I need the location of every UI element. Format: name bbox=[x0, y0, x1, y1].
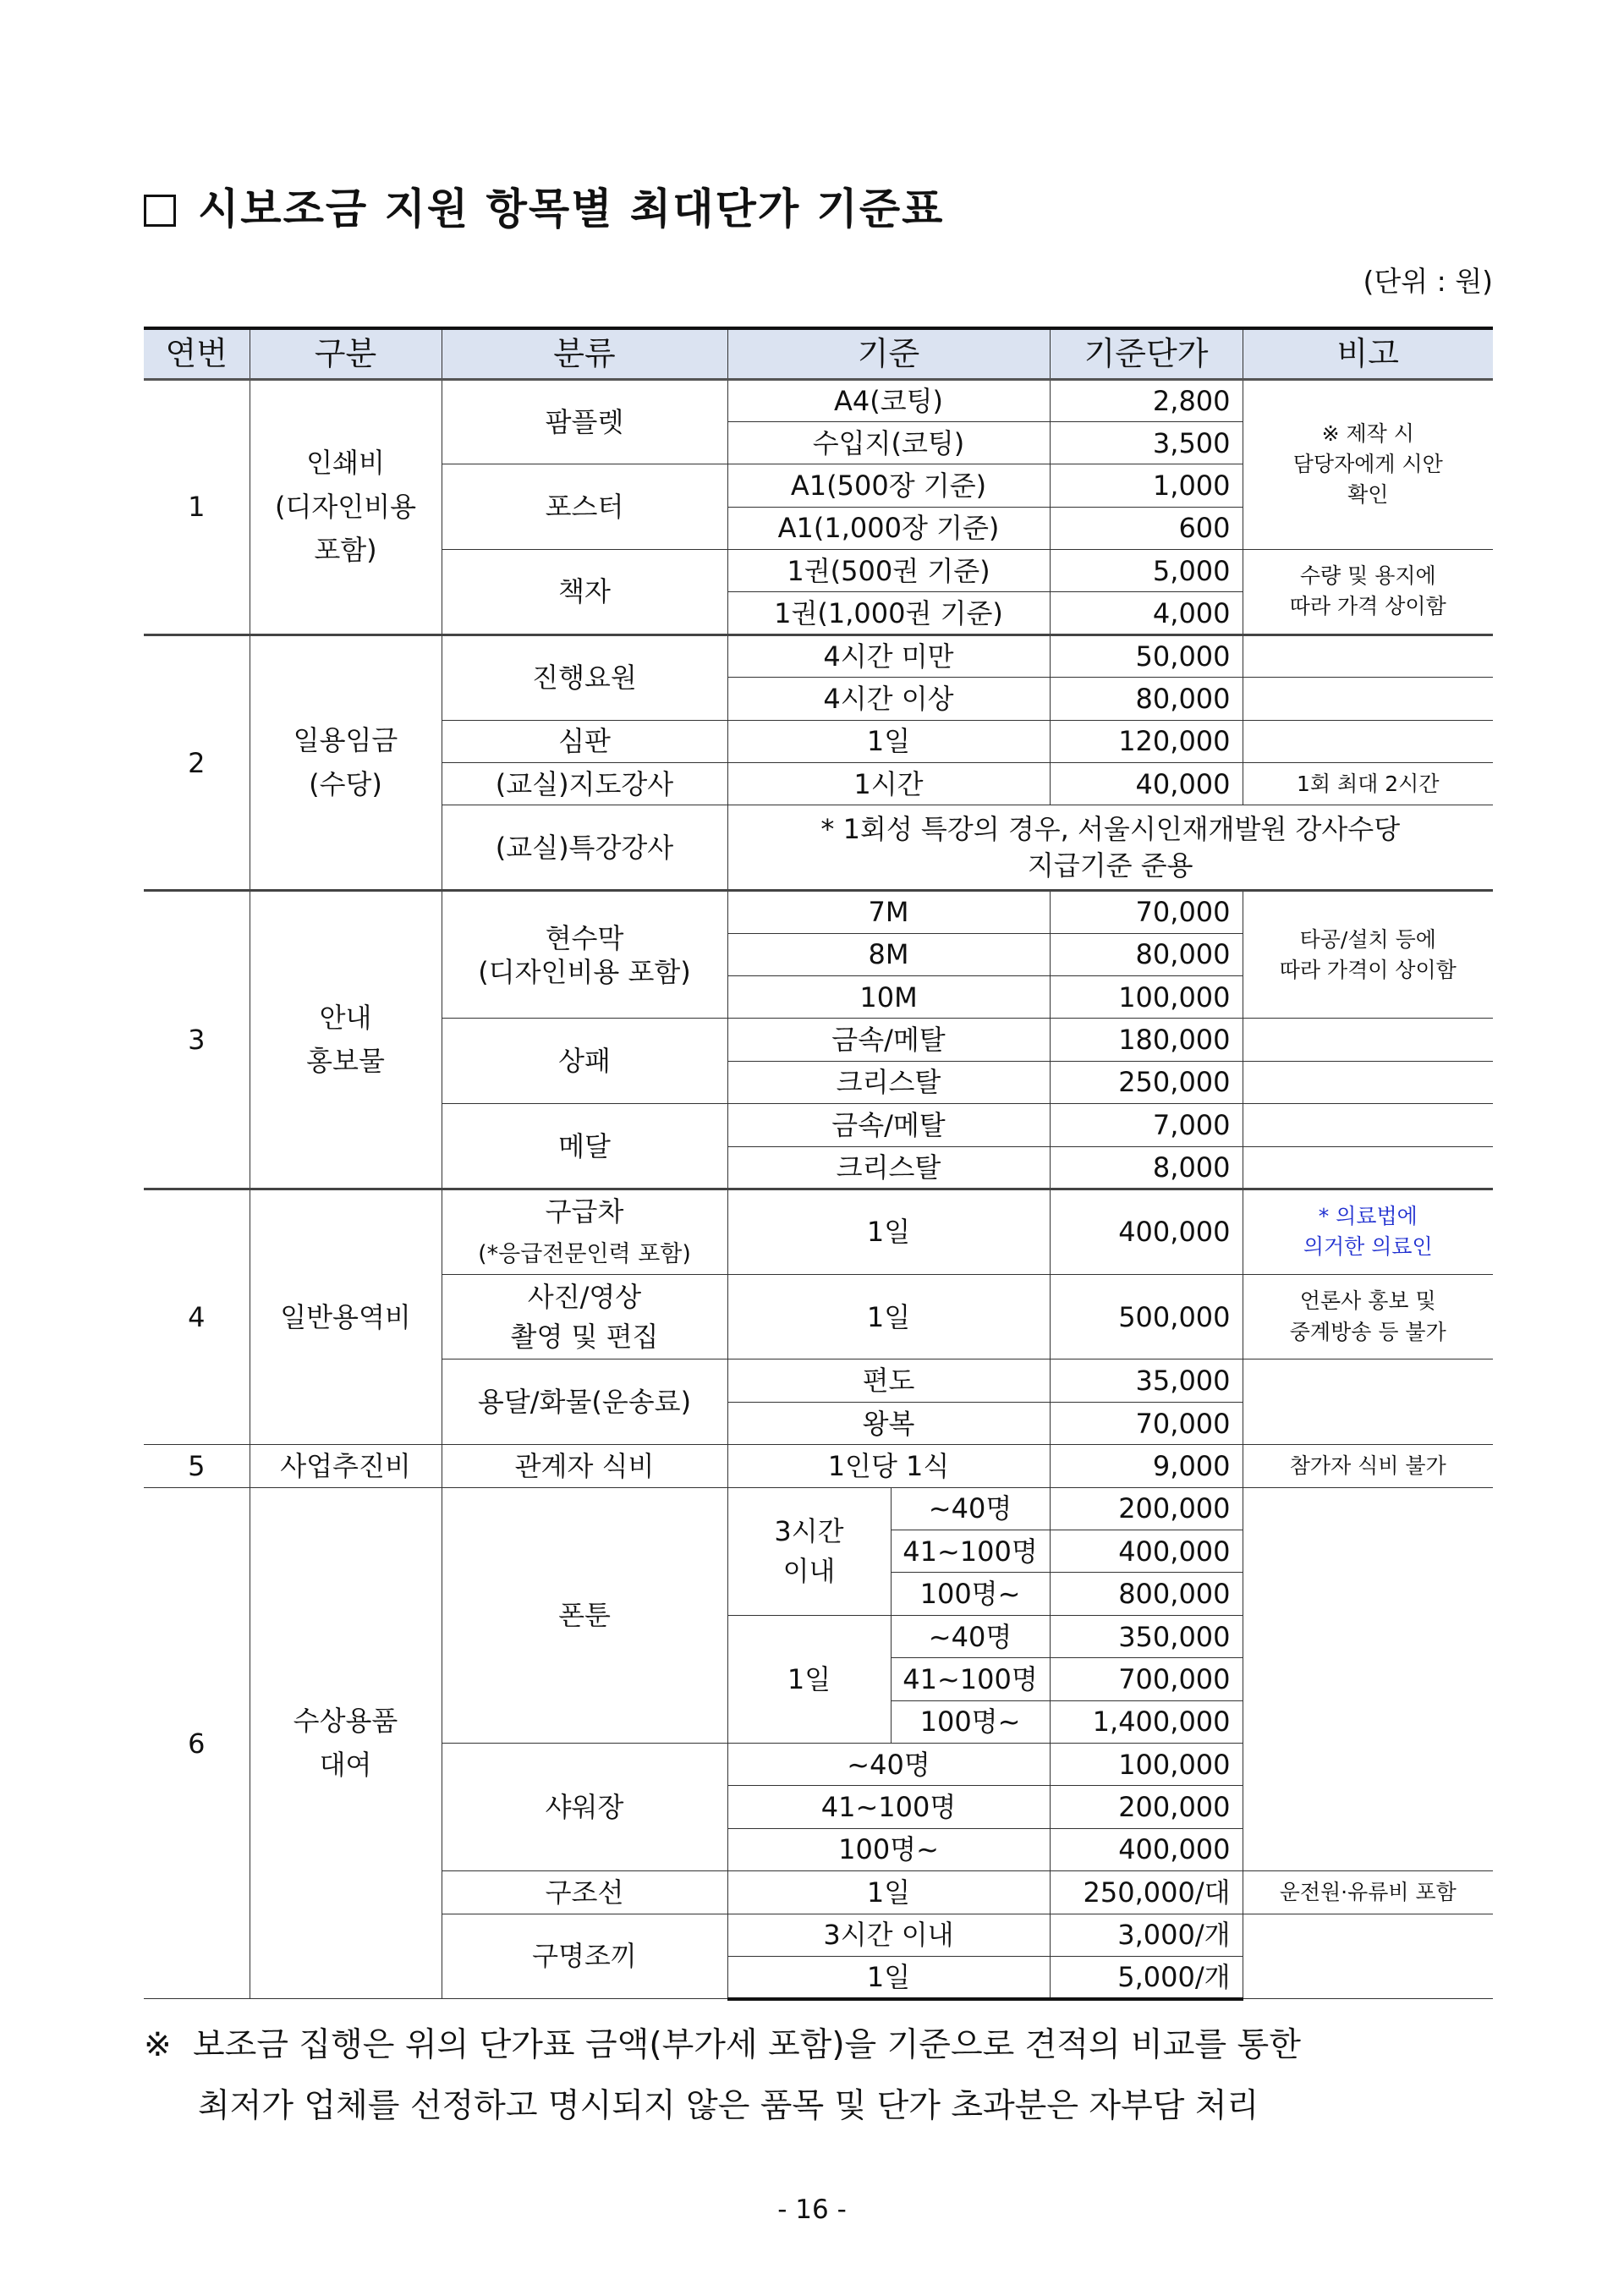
people-cell: 100명~ bbox=[891, 1700, 1050, 1743]
price-cell: 70,000 bbox=[1050, 1402, 1243, 1444]
price-cell: 250,000/대 bbox=[1050, 1871, 1243, 1914]
category-cell: 일용임금 (수당) bbox=[250, 634, 442, 890]
classification-cell: 용달/화물(운송료) bbox=[442, 1359, 727, 1445]
footnote-line-1 bbox=[144, 2015, 1497, 2076]
row-number: 3 bbox=[144, 891, 250, 1189]
footnote-line-2: 최저가 업체를 선정하고 명시되지 않은 품목 및 단가 초과분은 자부담 처리 bbox=[198, 2087, 1259, 2125]
standard-cell: 금속/메탈 bbox=[727, 1019, 1050, 1061]
standard-cell: 1일 bbox=[727, 1274, 1050, 1359]
price-cell: 600 bbox=[1050, 507, 1243, 549]
standard-cell: 100명~ bbox=[727, 1828, 1050, 1870]
period-cell: 3시간 이내 bbox=[727, 1487, 891, 1615]
price-cell: 5,000/개 bbox=[1050, 1956, 1243, 1998]
standard-cell: 금속/메탈 bbox=[727, 1104, 1050, 1146]
standard-cell: 1시간 bbox=[727, 763, 1050, 805]
standard-cell: 1권(1,000권 기준) bbox=[727, 592, 1050, 634]
classification-cell: 관계자 식비 bbox=[442, 1445, 727, 1487]
standard-cell: 8M bbox=[727, 933, 1050, 975]
price-cell: 8,000 bbox=[1050, 1146, 1243, 1189]
page-number: - 16 - bbox=[777, 2194, 847, 2225]
footnote-text-1: 보조금 집행은 위의 단가표 금액(부가세 포함)을 기준으로 견적의 비교를 통한 bbox=[193, 2026, 1301, 2064]
classification-cell: 심판 bbox=[442, 720, 727, 762]
table-row bbox=[144, 1445, 1493, 1487]
price-cell: 180,000 bbox=[1050, 1019, 1243, 1061]
standard-cell: 크리스탈 bbox=[727, 1146, 1050, 1189]
classification-cell: 팜플렛 bbox=[442, 379, 727, 464]
price-cell: 80,000 bbox=[1050, 933, 1243, 975]
remark-cell: 수량 및 용지에 따라 가격 상이함 bbox=[1243, 550, 1493, 635]
classification-cell bbox=[442, 1189, 727, 1274]
remark-cell bbox=[1243, 1061, 1493, 1103]
price-cell: 1,000 bbox=[1050, 464, 1243, 507]
category-cell: 수상용품 대여 bbox=[250, 1487, 442, 1999]
unit-label: (단위 : 원) bbox=[1363, 265, 1493, 298]
classification-cell: 사진/영상 촬영 및 편집 bbox=[442, 1274, 727, 1359]
price-cell: 70,000 bbox=[1050, 891, 1243, 933]
price-cell: 4,000 bbox=[1050, 592, 1243, 634]
remark-cell: 참가자 식비 불가 bbox=[1243, 1445, 1493, 1487]
remark-cell bbox=[1243, 1359, 1493, 1445]
classification-cell: 메달 bbox=[442, 1104, 727, 1189]
standard-cell: 4시간 미만 bbox=[727, 634, 1050, 677]
header-no: 연번 bbox=[144, 328, 250, 379]
header-remarks: 비고 bbox=[1243, 328, 1493, 379]
people-cell: 100명~ bbox=[891, 1573, 1050, 1615]
standard-cell: 1일 bbox=[727, 720, 1050, 762]
standard-cell: 왕복 bbox=[727, 1402, 1050, 1444]
ambulance-label: 구급차 bbox=[545, 1195, 624, 1228]
price-cell: 400,000 bbox=[1050, 1828, 1243, 1870]
remark-cell: ※ 제작 시 담당자에게 시안 확인 bbox=[1243, 379, 1493, 550]
standard-cell: 3시간 이내 bbox=[727, 1914, 1050, 1956]
remark-cell bbox=[1243, 1104, 1493, 1146]
table-row bbox=[144, 1189, 1493, 1231]
price-cell: 9,000 bbox=[1050, 1445, 1243, 1487]
remark-cell bbox=[1243, 1019, 1493, 1061]
price-cell: 5,000 bbox=[1050, 550, 1243, 592]
page-title bbox=[144, 184, 945, 233]
header-unit-price: 기준단가 bbox=[1050, 328, 1243, 379]
price-cell: 80,000 bbox=[1050, 678, 1243, 720]
table-row bbox=[144, 1487, 1493, 1530]
remark-cell: 언론사 홍보 및 중계방송 등 불가 bbox=[1243, 1274, 1493, 1359]
price-cell: 35,000 bbox=[1050, 1359, 1243, 1402]
people-cell: 41~100명 bbox=[891, 1658, 1050, 1700]
header-standard: 기준 bbox=[727, 328, 1050, 379]
classification-cell: 포스터 bbox=[442, 464, 727, 550]
price-cell: 100,000 bbox=[1050, 975, 1243, 1018]
classification-cell: 샤워장 bbox=[442, 1744, 727, 1871]
price-cell: 2,800 bbox=[1050, 379, 1243, 421]
remark-cell bbox=[1243, 678, 1493, 720]
classification-cell: 현수막 (디자인비용 포함) bbox=[442, 891, 727, 1019]
people-cell: 41~100명 bbox=[891, 1530, 1050, 1573]
standard-cell: 41~100명 bbox=[727, 1786, 1050, 1828]
remark-cell bbox=[1243, 720, 1493, 762]
category-cell: 인쇄비 (디자인비용 포함) bbox=[250, 379, 442, 634]
classification-cell: 책자 bbox=[442, 550, 727, 635]
price-cell: 400,000 bbox=[1050, 1189, 1243, 1274]
category-cell: 일반용역비 bbox=[250, 1189, 442, 1444]
reference-mark-icon: ※ bbox=[144, 2026, 172, 2064]
row-number: 4 bbox=[144, 1189, 250, 1444]
standard-cell: 10M bbox=[727, 975, 1050, 1018]
special-lecturer-note: * 1회성 특강의 경우, 서울시인재개발원 강사수당 지급기준 준용 bbox=[727, 805, 1493, 891]
price-cell: 40,000 bbox=[1050, 763, 1243, 805]
row-number: 2 bbox=[144, 634, 250, 890]
classification-cell: 상패 bbox=[442, 1019, 727, 1104]
remark-cell bbox=[1243, 1487, 1493, 1871]
table-header-row bbox=[144, 328, 1493, 379]
classification-cell: 구명조끼 bbox=[442, 1914, 727, 1999]
classification-cell: 구조선 bbox=[442, 1871, 727, 1914]
category-cell: 사업추진비 bbox=[250, 1445, 442, 1487]
price-cell: 350,000 bbox=[1050, 1615, 1243, 1657]
standard-cell: A4(코팅) bbox=[727, 379, 1050, 421]
standard-cell: 1일 bbox=[727, 1956, 1050, 1998]
price-cell: 7,000 bbox=[1050, 1104, 1243, 1146]
classification-cell: (교실)특강강사 bbox=[442, 805, 727, 891]
row-number: 1 bbox=[144, 379, 250, 634]
standard-cell: 4시간 이상 bbox=[727, 678, 1050, 720]
price-cell: 400,000 bbox=[1050, 1530, 1243, 1573]
price-cell: 700,000 bbox=[1050, 1658, 1243, 1700]
category-cell: 안내 홍보물 bbox=[250, 891, 442, 1189]
standard-cell: 1인당 1식 bbox=[727, 1445, 1050, 1487]
classification-cell: (교실)지도강사 bbox=[442, 763, 727, 805]
price-cell: 100,000 bbox=[1050, 1744, 1243, 1786]
row-number: 5 bbox=[144, 1445, 250, 1487]
price-cell: 200,000 bbox=[1050, 1786, 1243, 1828]
remark-cell: * 의료법에 의거한 의료인 bbox=[1243, 1189, 1493, 1274]
footnote bbox=[144, 2015, 1497, 2137]
price-cell: 800,000 bbox=[1050, 1573, 1243, 1615]
standard-cell: ~40명 bbox=[727, 1744, 1050, 1786]
price-cell: 200,000 bbox=[1050, 1487, 1243, 1530]
standard-cell: 편도 bbox=[727, 1359, 1050, 1402]
price-cell: 3,000/개 bbox=[1050, 1914, 1243, 1956]
table-row bbox=[144, 379, 1493, 421]
standard-cell: A1(500장 기준) bbox=[727, 464, 1050, 507]
classification-cell: 폰툰 bbox=[442, 1487, 727, 1743]
table-row bbox=[144, 891, 1493, 933]
remark-cell: 운전원·유류비 포함 bbox=[1243, 1871, 1493, 1914]
row-number: 6 bbox=[144, 1487, 250, 1999]
unit-price-table bbox=[144, 327, 1493, 2001]
ambulance-sublabel: (*응급전문인력 포함) bbox=[478, 1241, 691, 1268]
remark-cell bbox=[1243, 1914, 1493, 1999]
price-cell: 250,000 bbox=[1050, 1061, 1243, 1103]
price-cell: 120,000 bbox=[1050, 720, 1243, 762]
period-cell: 1일 bbox=[727, 1615, 891, 1743]
remark-cell bbox=[1243, 634, 1493, 677]
header-classification: 분류 bbox=[442, 328, 727, 379]
standard-cell: A1(1,000장 기준) bbox=[727, 507, 1050, 549]
classification-cell: 진행요원 bbox=[442, 634, 727, 720]
standard-cell: 수입지(코팅) bbox=[727, 421, 1050, 464]
standard-cell: 7M bbox=[727, 891, 1050, 933]
remark-cell: 1회 최대 2시간 bbox=[1243, 763, 1493, 805]
standard-cell: 1권(500권 기준) bbox=[727, 550, 1050, 592]
header-category: 구분 bbox=[250, 328, 442, 379]
price-cell: 1,400,000 bbox=[1050, 1700, 1243, 1743]
checkbox-square-icon bbox=[144, 195, 176, 227]
people-cell: ~40명 bbox=[891, 1615, 1050, 1657]
standard-cell: 1일 bbox=[727, 1871, 1050, 1914]
remark-cell bbox=[1243, 1146, 1493, 1189]
price-cell: 50,000 bbox=[1050, 634, 1243, 677]
people-cell: ~40명 bbox=[891, 1487, 1050, 1530]
standard-cell: 크리스탈 bbox=[727, 1061, 1050, 1103]
table-row bbox=[144, 634, 1493, 677]
title-text: 시보조금 지원 항목별 최대단가 기준표 bbox=[198, 184, 945, 233]
remark-cell: 타공/설치 등에 따라 가격이 상이함 bbox=[1243, 891, 1493, 1019]
price-cell: 500,000 bbox=[1050, 1274, 1243, 1359]
price-cell: 3,500 bbox=[1050, 421, 1243, 464]
standard-cell: 1일 bbox=[727, 1189, 1050, 1274]
